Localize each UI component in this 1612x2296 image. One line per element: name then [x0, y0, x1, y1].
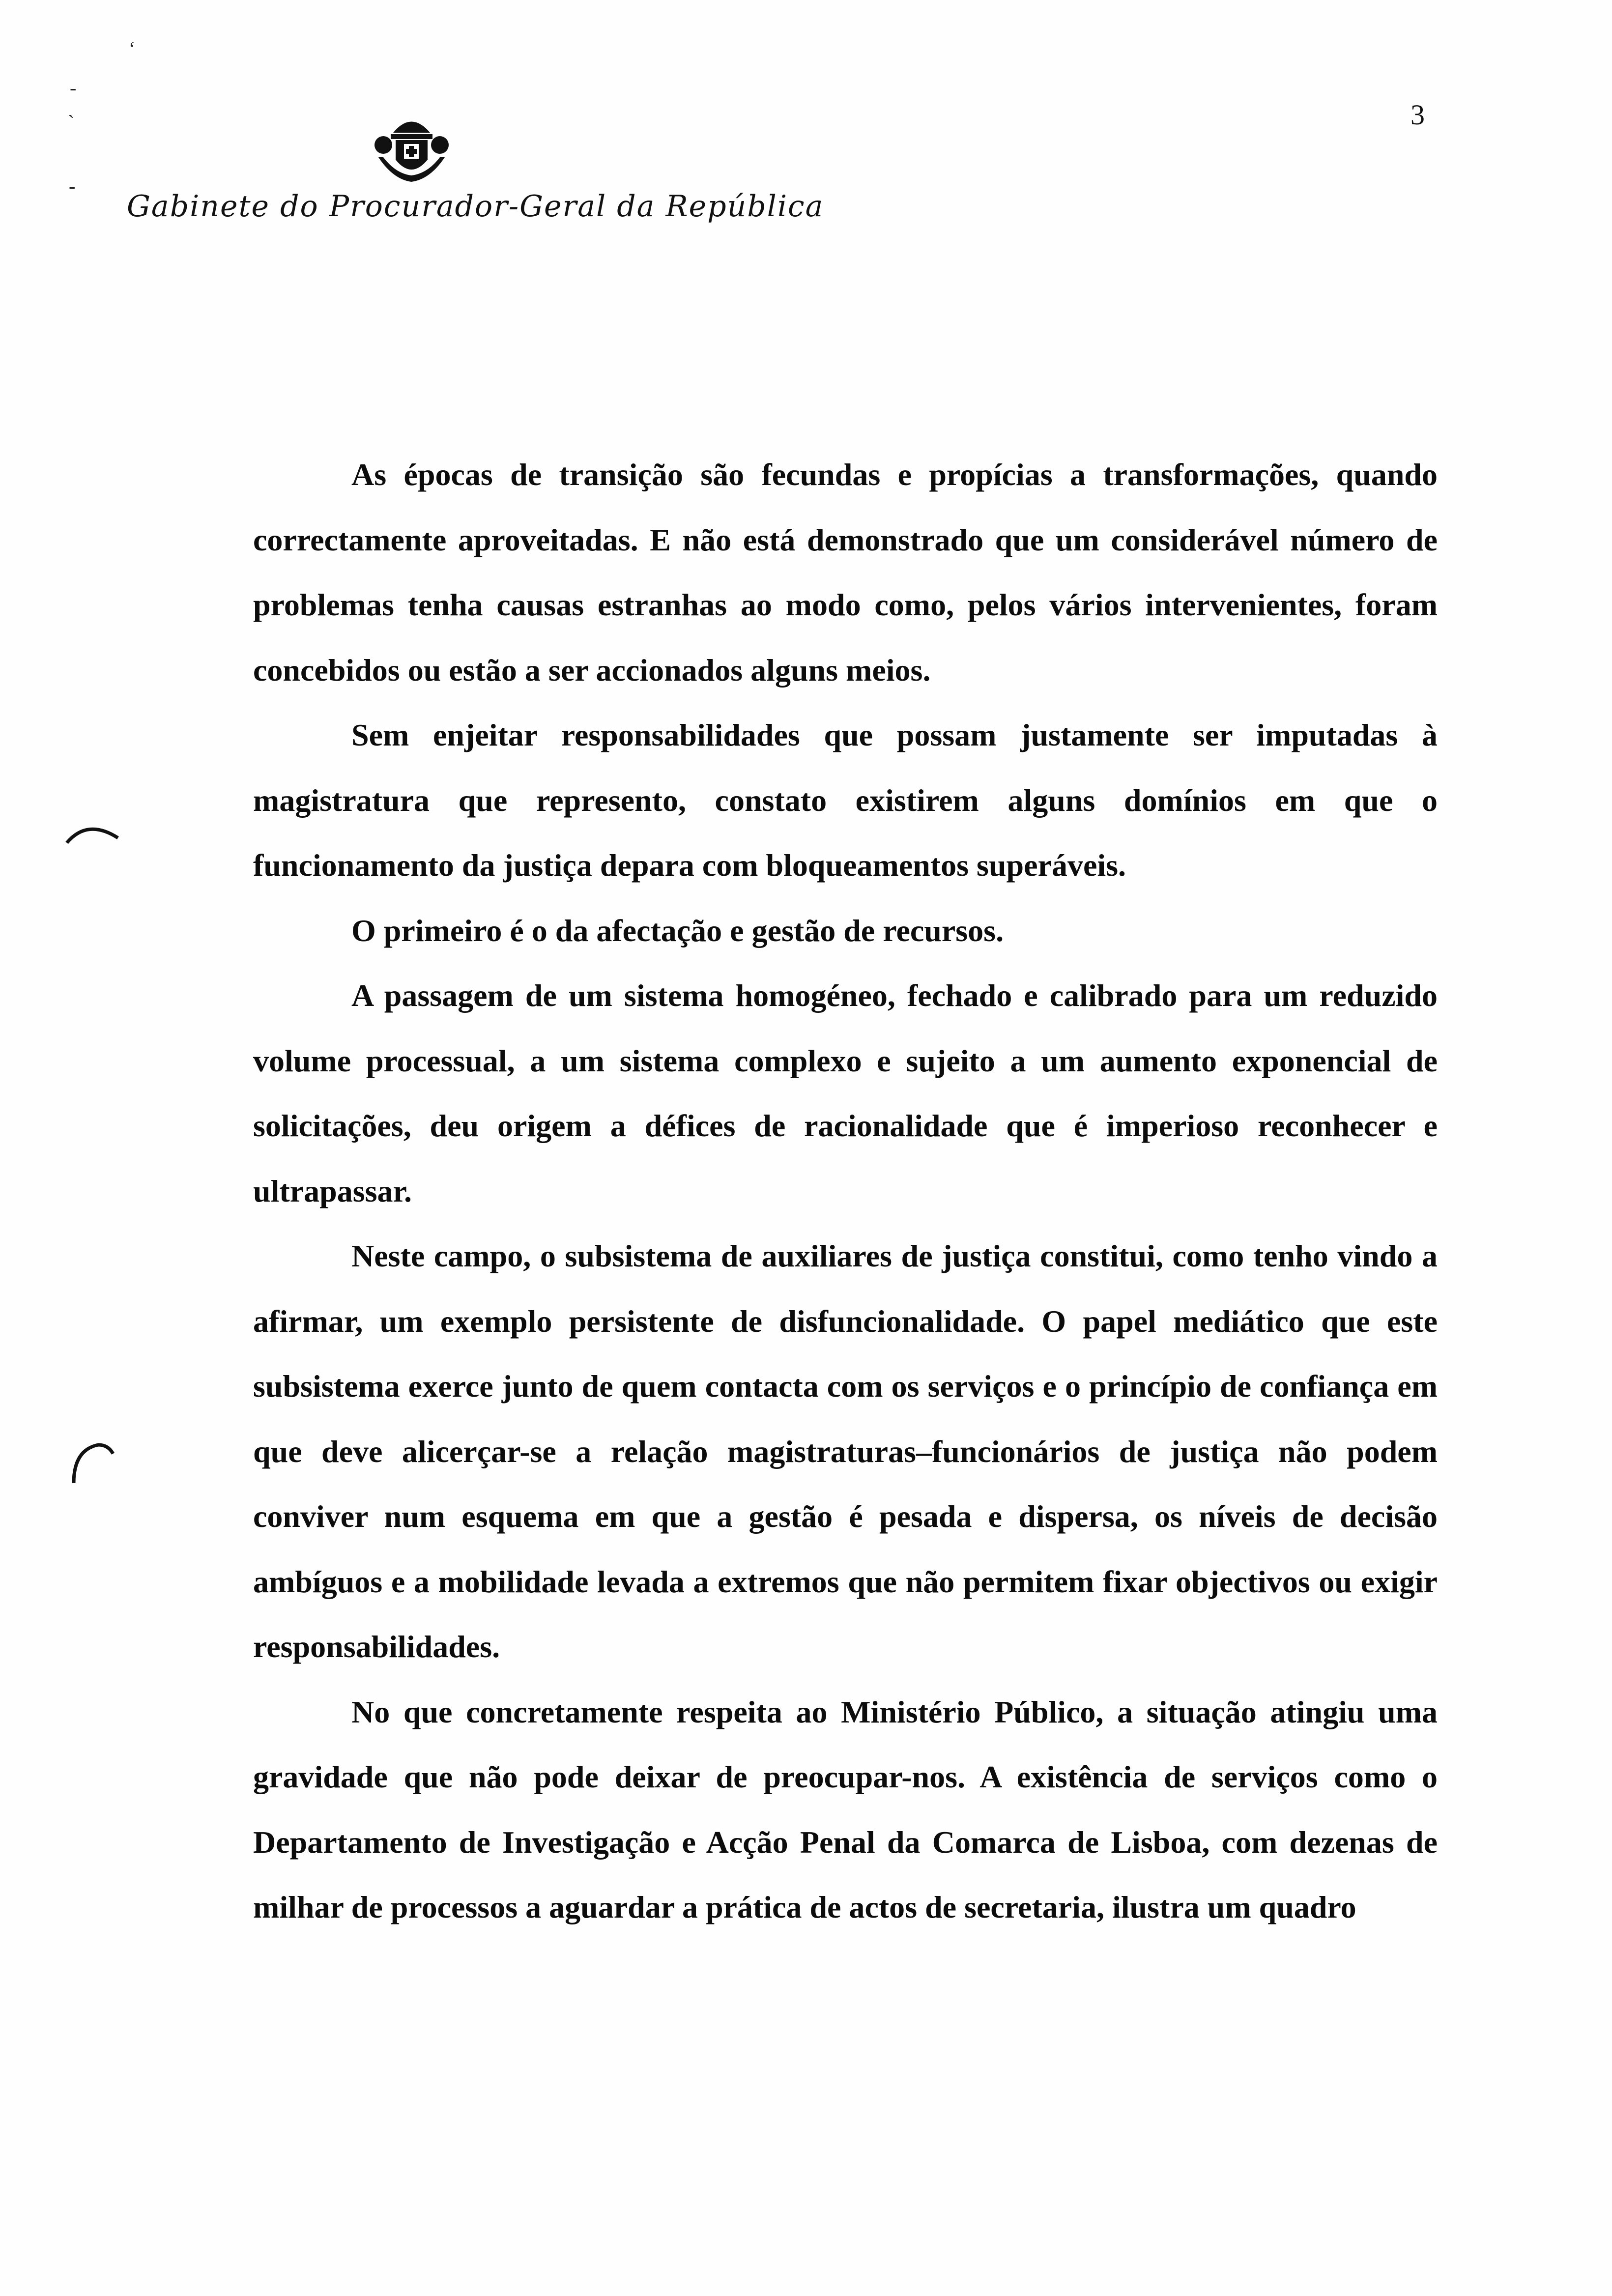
- coat-of-arms-icon: [374, 111, 450, 184]
- paragraph: O primeiro é o da afectação e gestão de recursos.: [351, 913, 1004, 948]
- punch-hole-arc-upper: [63, 818, 122, 848]
- paragraph: Neste campo, o subsistema de auxiliares de justiça constitui, como tenho vindo a afirmar, um exemplo persistente de disfuncionalidade. O papel mediático que este subsistema exerce junto de quem contacta com os serviços e o princípio de confiança em que deve alicerçar-se a relação magistraturas–funcionários de justiça não podem conviver num esquema em que a gestão é pesada e dispersa, os níveis de decisão ambíguos e a mobilidade levada a extremos que não permitem fixar objectivos ou exigir responsabilidades.: [253, 1238, 1438, 1664]
- scan-mark: `: [68, 111, 75, 133]
- paragraph: No que concretamente respeita ao Ministério Público, a situação atingiu uma gravidade que não pode deixar de preocupar-nos. A existência de serviços como o Departamento de Investigação e Acção Penal da Comarca de Lisboa, com dezenas de milhar de processos a aguardar a prática de actos de secretaria, ilustra um quadro: [253, 1694, 1438, 1924]
- page-number: 3: [1410, 99, 1425, 131]
- punch-hole-arc-lower: [69, 1440, 118, 1484]
- paragraph: A passagem de um sistema homogéneo, fechado e calibrado para um reduzido volume processual, a um sistema complexo e sujeito a um aumento exponencial de solicitações, deu origem a défices de racionalidade que é imperioso reconhecer e ultrapassar.: [253, 978, 1438, 1208]
- scan-mark: -: [69, 175, 76, 197]
- scan-mark: -: [70, 77, 77, 99]
- paragraph: As épocas de transição são fecundas e propícias a transformações, quando correctamente aproveitadas. E não está demonstrado que um considerável número de problemas tenha causas estranhas ao modo como, pelos vários intervenientes, foram concebidos ou estão a ser accionados alguns meios.: [253, 457, 1438, 688]
- body-text: [253, 442, 1438, 1940]
- paragraph: Sem enjeitar responsabilidades que possam justamente ser imputadas à magistratura que represento, constato existirem alguns domínios em que o funcionamento da justiça depara com bloqueamentos superáveis.: [253, 718, 1438, 883]
- scan-mark: ‘: [129, 37, 136, 59]
- letterhead: Gabinete do Procurador-Geral da República: [127, 189, 824, 224]
